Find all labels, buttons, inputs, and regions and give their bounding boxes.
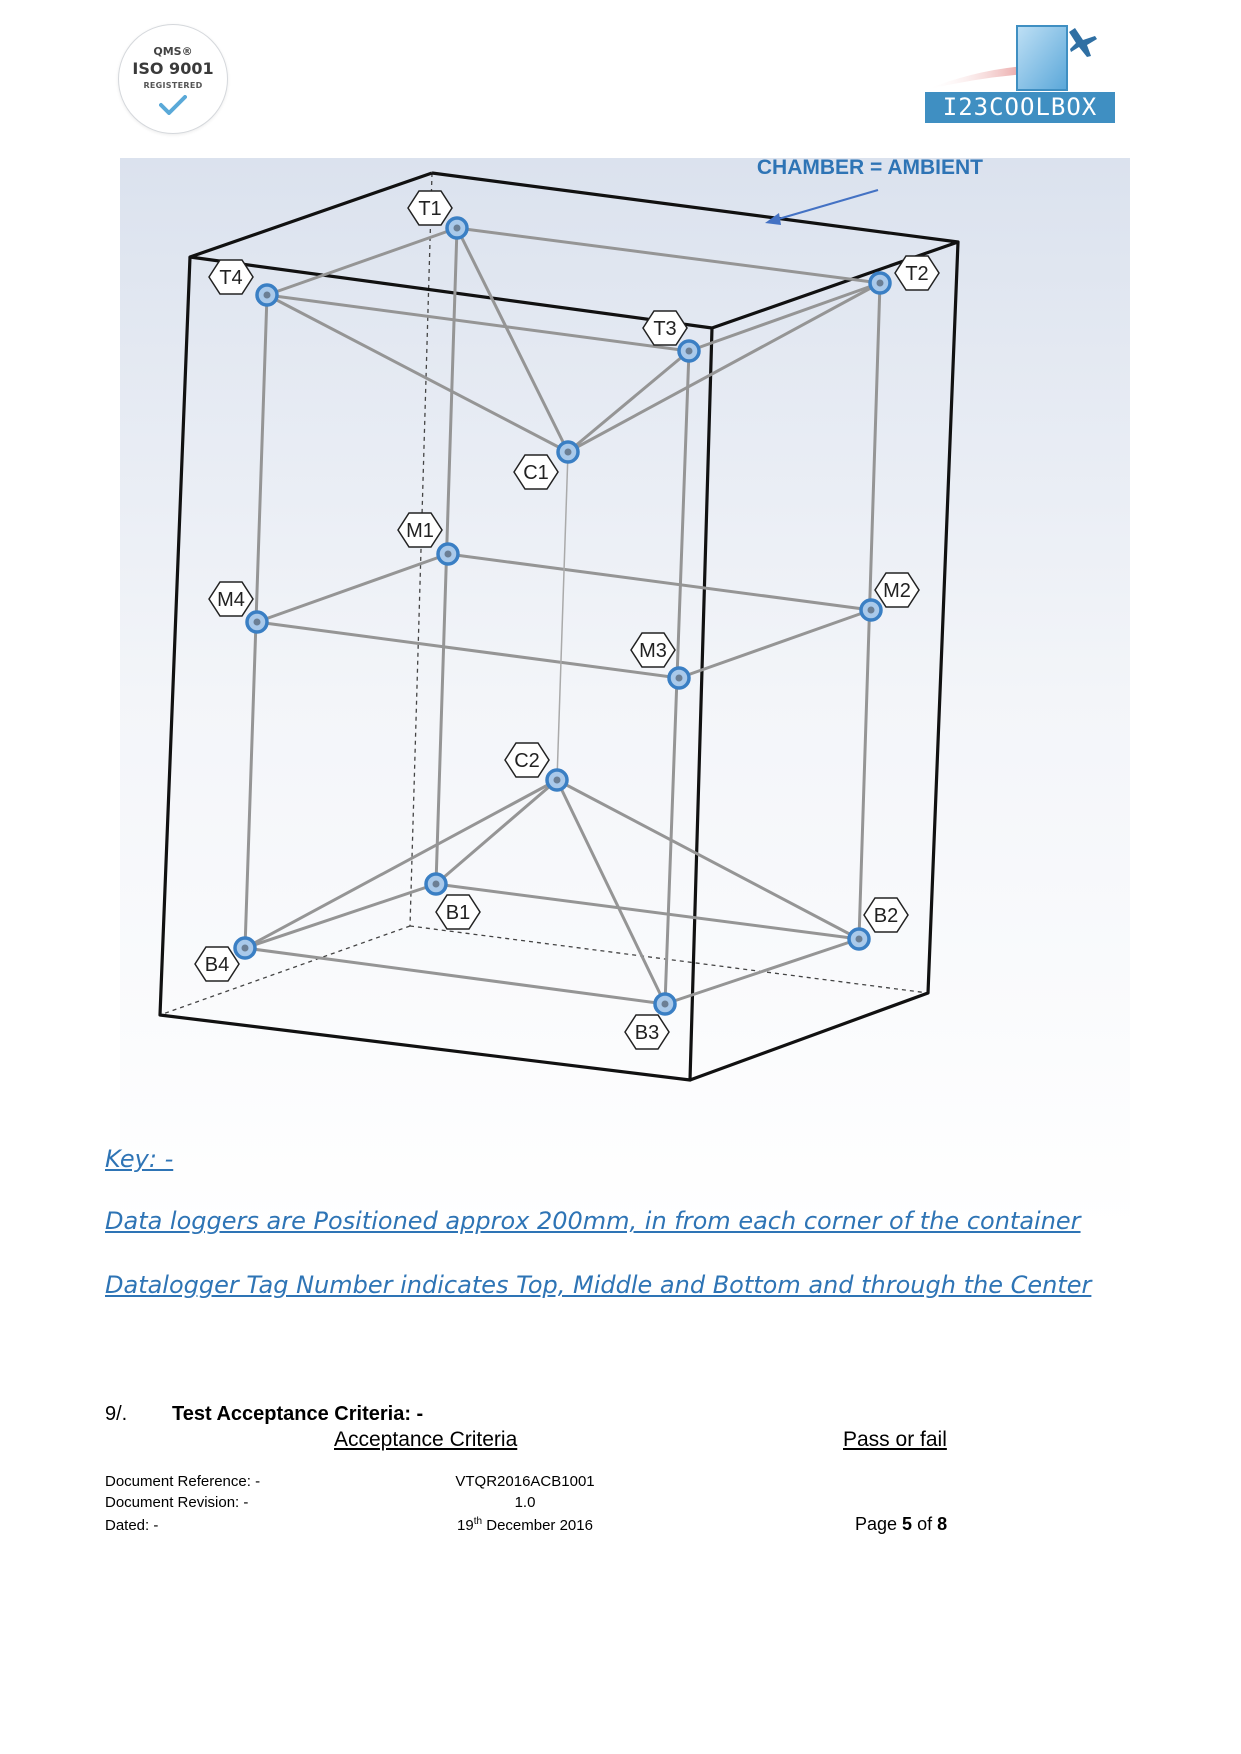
key-heading: Key: - (105, 1145, 174, 1173)
page-prefix: Page (855, 1514, 903, 1534)
plane-box-icon (905, 24, 1120, 94)
key-line-2: Datalogger Tag Number indicates Top, Middle and Bottom and through the Center (105, 1271, 1092, 1299)
qms-badge-line2: ISO 9001 (132, 59, 214, 78)
logger-node-m1 (438, 544, 458, 564)
logger-tag-label: T4 (219, 267, 243, 289)
dated-day: 19 (457, 1517, 474, 1534)
checkmark-icon (159, 95, 187, 115)
dated-suffix: th (473, 1516, 483, 1527)
logger-node-t1 (447, 218, 467, 238)
page-current: 5 (902, 1514, 913, 1534)
logger-node-t2 (870, 273, 890, 293)
logger-node-m3 (669, 668, 689, 688)
page-of: of (912, 1514, 938, 1534)
logger-tag-label: T2 (905, 263, 929, 285)
doc-reference-value: VTQR2016ACB1001 (455, 1473, 595, 1490)
logger-tag-label: B4 (204, 954, 230, 976)
logger-tag-label: M1 (406, 520, 434, 542)
logger-tag-label: M4 (217, 589, 245, 611)
logger-node-m2 (861, 600, 881, 620)
page-number (855, 1514, 947, 1535)
logger-tag-label: C2 (514, 750, 540, 772)
logger-node-t3 (679, 341, 699, 361)
criteria-column-header: Acceptance Criteria (334, 1428, 518, 1451)
logger-node-b1 (426, 874, 446, 894)
logger-node-b3 (655, 994, 675, 1014)
logger-tag-label: M3 (639, 640, 667, 662)
logger-node-c1 (558, 442, 578, 462)
logger-tag-label: T3 (653, 318, 677, 340)
logger-node-t4 (257, 285, 277, 305)
result-column-header: Pass or fail (843, 1428, 947, 1451)
dated-value (405, 1517, 645, 1534)
chamber-label: CHAMBER = AMBIENT (756, 158, 983, 179)
qms-badge-line1: QMS® (153, 45, 193, 58)
logger-node-c2 (547, 770, 567, 790)
dated-rest: December 2016 (482, 1517, 593, 1534)
section-number: 9/. (105, 1403, 128, 1425)
doc-reference-label: Document Reference: - (105, 1473, 261, 1490)
doc-revision-label: Document Revision: - (105, 1494, 249, 1511)
logger-tag-label: B2 (873, 905, 899, 927)
page-total: 8 (937, 1514, 948, 1534)
section-title: Test Acceptance Criteria: - (172, 1403, 424, 1425)
qms-badge-line3: REGISTERED (143, 81, 203, 90)
logger-position-diagram (120, 158, 1130, 1230)
key-line-1: Data loggers are Positioned approx 200mm, in from each corner of the container (105, 1207, 1081, 1235)
qms-iso-badge (118, 24, 228, 134)
dated-label: Dated: - (105, 1517, 159, 1534)
logger-tag-label: C1 (523, 462, 549, 484)
logger-tag-label: B1 (445, 902, 471, 924)
logger-node-m4 (247, 612, 267, 632)
logger-node-b4 (235, 938, 255, 958)
doc-revision-value: 1.0 (514, 1494, 536, 1511)
logger-tag-label: B3 (634, 1022, 660, 1044)
brand-logo (905, 24, 1120, 124)
logger-tag-label: T1 (418, 198, 442, 220)
logger-node-b2 (849, 929, 869, 949)
logger-tag-label: M2 (883, 580, 911, 602)
brand-logo-text: I23COOLBOX (925, 92, 1115, 123)
